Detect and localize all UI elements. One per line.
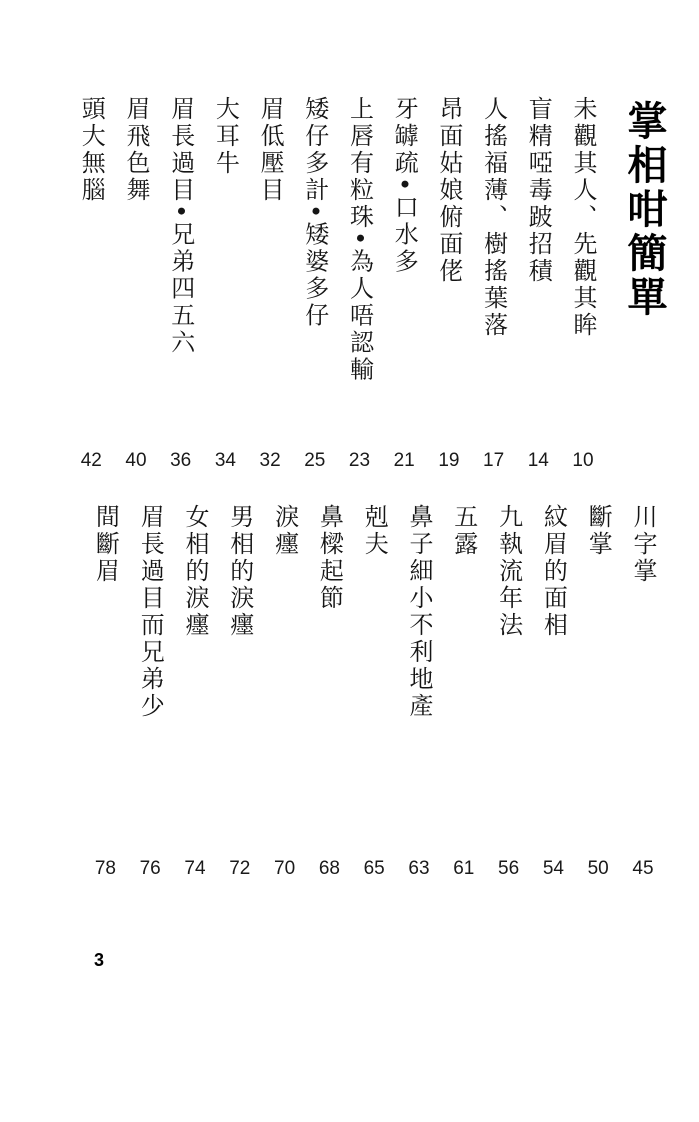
toc-entry-page-number: 74 [184, 858, 206, 879]
toc-entry-title: 紋眉的面相 [539, 504, 568, 639]
toc-entry-title: 牙罅疏•口水多 [390, 96, 419, 276]
toc-entry-title: 川字掌 [629, 504, 657, 585]
toc-entry-title: 矮仔多計•矮婆多仔 [300, 96, 329, 330]
toc-entry-title: 眉長過目•兄弟四五六 [166, 96, 195, 357]
toc-entry-title: 未觀其人、先觀其眸 [569, 96, 597, 339]
toc-entry-title: 五露 [449, 504, 478, 558]
toc-entry-page-number: 50 [587, 858, 609, 879]
toc-entry-page-number: 70 [274, 858, 296, 879]
toc-entry-title: 昂面姑娘俯面佬 [434, 96, 463, 285]
toc-entry-page-number: 45 [632, 858, 654, 879]
toc-entry-page-number: 76 [139, 858, 161, 879]
toc-entry-page-number: 65 [363, 858, 385, 879]
toc-entry-title: 剋夫 [360, 504, 389, 558]
toc-entry-title: 九執流年法 [494, 504, 523, 639]
toc-entry-page-number: 14 [527, 450, 549, 471]
toc-entry-title: 女相的淚癦 [181, 504, 209, 639]
toc-entry-page-number: 25 [304, 450, 326, 471]
toc-entry-page-number: 68 [318, 858, 340, 879]
toc-entry-title: 眉飛色舞 [122, 96, 150, 204]
toc-entry-title: 上唇有粒珠•為人唔認輸 [345, 96, 374, 384]
toc-entry-title: 眉低壓目 [256, 96, 285, 204]
toc-entry-page-number: 21 [393, 450, 415, 471]
toc-entry-page-number: 42 [80, 450, 102, 471]
toc-entry-page-number: 63 [408, 858, 430, 879]
toc-entry-title: 眉長過目而兄弟少 [136, 504, 165, 720]
toc-entry-page-number: 10 [572, 450, 594, 471]
toc-entry-title: 斷掌 [584, 504, 613, 558]
toc-entry-page-number: 17 [483, 450, 505, 471]
toc-entry-page-number: 54 [542, 858, 564, 879]
toc-entry-title: 鼻子細小不利地產 [405, 504, 433, 720]
toc-entry-page-number: 36 [170, 450, 192, 471]
toc-entry-page-number: 72 [229, 858, 251, 879]
toc-entry-page-number: 32 [259, 450, 281, 471]
toc-entry-page-number: 19 [438, 450, 460, 471]
page-number: 3 [94, 950, 105, 970]
toc-entry-title: 頭大無腦 [77, 96, 106, 204]
toc-entry-page-number: 40 [125, 450, 147, 471]
toc-entry-title: 間斷眉 [91, 504, 120, 585]
toc-entry-page-number: 61 [453, 858, 475, 879]
toc-entry-title: 男相的淚癦 [225, 504, 254, 639]
toc-entry-page-number: 34 [214, 450, 236, 471]
toc-entry-title: 人搖福薄、樹搖葉落 [479, 96, 508, 339]
toc-entry-page-number: 56 [498, 858, 520, 879]
toc-entry-title: 盲精啞毒跛招積 [524, 96, 553, 285]
toc-entry-title: 鼻樑起節 [315, 504, 344, 612]
toc-entry-page-number: 78 [94, 858, 116, 879]
book-title: 掌相咁簡單 [621, 100, 667, 320]
toc-entry-title: 淚癦 [270, 504, 299, 558]
toc-entry-page-number: 23 [348, 450, 371, 471]
toc-entry-title: 大耳牛 [211, 96, 240, 177]
